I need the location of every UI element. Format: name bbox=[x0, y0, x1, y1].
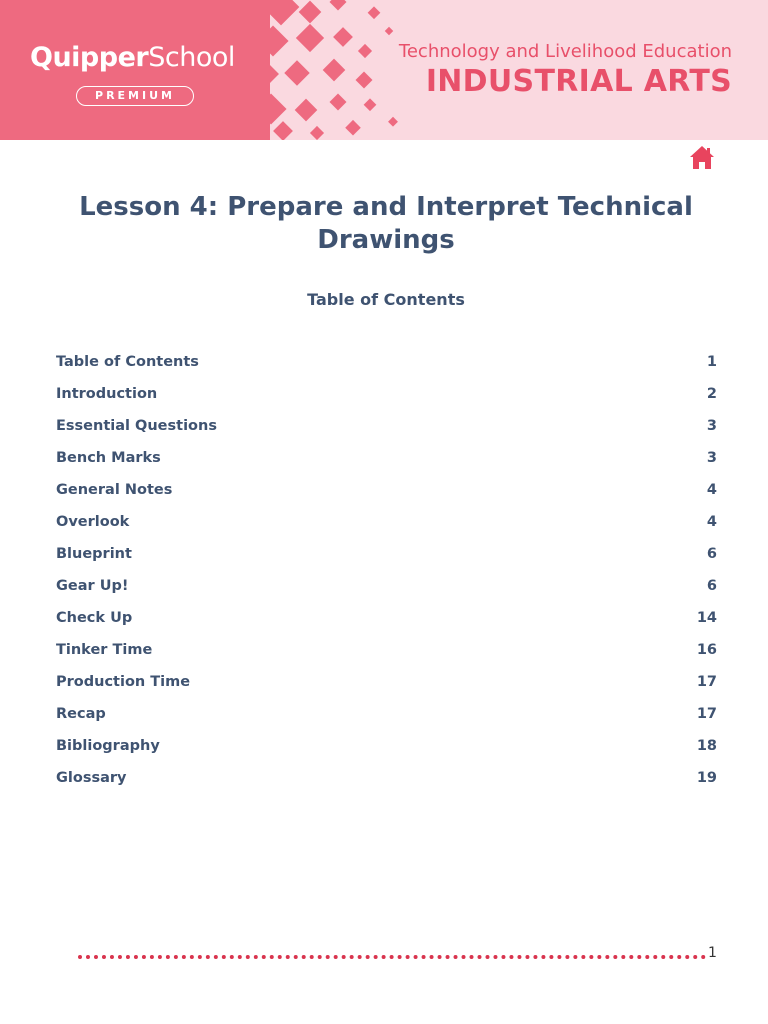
toc-entry[interactable] bbox=[56, 346, 717, 378]
lesson-title: Lesson 4: Prepare and Interpret Technical Drawings bbox=[79, 192, 693, 255]
toc-entry-page: 6 bbox=[706, 578, 717, 594]
toc-entry-label: Blueprint bbox=[56, 546, 132, 562]
toc-entry-page: 6 bbox=[706, 546, 717, 562]
toc-entry-page: 4 bbox=[706, 514, 717, 530]
page-number: 1 bbox=[708, 945, 717, 961]
toc-entry-label: Bibliography bbox=[56, 738, 160, 754]
brand-quipper: Quipper bbox=[30, 42, 149, 73]
toc-heading: Table of Contents bbox=[307, 290, 465, 309]
toc-entry[interactable] bbox=[56, 698, 717, 730]
toc-entry[interactable] bbox=[56, 762, 717, 794]
toc-entry-page: 14 bbox=[696, 610, 717, 626]
toc-entry[interactable] bbox=[56, 506, 717, 538]
toc-entry-label: Production Time bbox=[56, 674, 191, 690]
toc-entry-label: Overlook bbox=[56, 514, 130, 530]
quipper-school-logo bbox=[30, 42, 245, 73]
toc-entry[interactable] bbox=[56, 666, 717, 698]
table-of-contents bbox=[56, 346, 717, 794]
toc-entry-label: Tinker Time bbox=[56, 642, 153, 658]
toc-entry[interactable] bbox=[56, 602, 717, 634]
toc-entry[interactable] bbox=[56, 538, 717, 570]
toc-entry-label: Table of Contents bbox=[56, 354, 199, 370]
subject-title: INDUSTRIAL ARTS bbox=[425, 64, 732, 99]
toc-entry-label: Essential Questions bbox=[56, 418, 217, 434]
banner-mosaic-decoration bbox=[240, 0, 430, 140]
subject-subtitle: Technology and Livelihood Education bbox=[398, 41, 732, 62]
toc-entry[interactable] bbox=[56, 410, 717, 442]
toc-entry-label: Bench Marks bbox=[56, 450, 161, 466]
footer-dotted-divider bbox=[78, 955, 706, 959]
toc-entry-label: General Notes bbox=[56, 482, 173, 498]
header-banner bbox=[0, 0, 768, 140]
toc-entry-page: 3 bbox=[706, 418, 717, 434]
toc-entry-page: 17 bbox=[696, 706, 717, 722]
toc-entry-label: Glossary bbox=[56, 770, 127, 786]
toc-entry[interactable] bbox=[56, 378, 717, 410]
toc-entry-page: 4 bbox=[706, 482, 717, 498]
toc-entry-label: Gear Up! bbox=[56, 578, 129, 594]
brand-school: School bbox=[148, 42, 235, 73]
toc-entry-page: 2 bbox=[706, 386, 717, 402]
toc-entry-page: 1 bbox=[706, 354, 717, 370]
toc-entry-page: 16 bbox=[696, 642, 717, 658]
toc-entry-label: Introduction bbox=[56, 386, 158, 402]
toc-entry[interactable] bbox=[56, 442, 717, 474]
toc-entry-page: 19 bbox=[696, 770, 717, 786]
toc-entry-page: 17 bbox=[696, 674, 717, 690]
toc-entry-page: 18 bbox=[696, 738, 717, 754]
toc-entry[interactable] bbox=[56, 634, 717, 666]
toc-entry[interactable] bbox=[56, 570, 717, 602]
toc-entry-label: Check Up bbox=[56, 610, 133, 626]
toc-entry[interactable] bbox=[56, 730, 717, 762]
toc-entry-label: Recap bbox=[56, 706, 106, 722]
home-icon[interactable] bbox=[688, 143, 716, 171]
toc-entry-page: 3 bbox=[706, 450, 717, 466]
premium-badge: PREMIUM bbox=[76, 86, 194, 106]
toc-entry[interactable] bbox=[56, 474, 717, 506]
